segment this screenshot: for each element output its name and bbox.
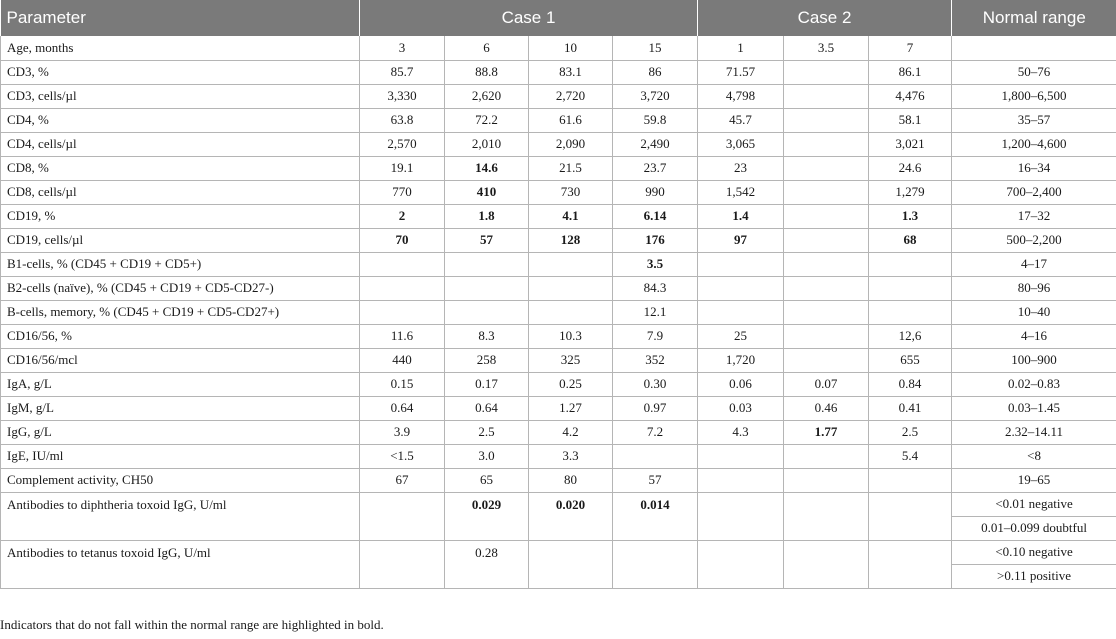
value-cell: 0.28 <box>445 540 529 588</box>
value-cell <box>869 540 952 588</box>
value-cell: 0.020 <box>529 492 613 540</box>
parameter-cell: CD3, cells/µl <box>1 84 360 108</box>
value-cell <box>698 444 784 468</box>
value-cell: 770 <box>360 180 445 204</box>
normal-range-cell: 1,200–4,600 <box>952 132 1116 156</box>
value-cell <box>869 468 952 492</box>
value-cell <box>698 300 784 324</box>
table-row <box>1 204 1116 228</box>
value-cell: 0.17 <box>445 372 529 396</box>
value-cell <box>784 492 869 540</box>
value-cell <box>529 252 613 276</box>
normal-range-cell: <8 <box>952 444 1116 468</box>
table-row <box>1 252 1116 276</box>
parameter-cell: CD4, cells/µl <box>1 132 360 156</box>
normal-range-cell: 19–65 <box>952 468 1116 492</box>
value-cell: 68 <box>869 228 952 252</box>
value-cell <box>869 276 952 300</box>
value-cell: 0.014 <box>613 492 698 540</box>
table-row <box>1 132 1116 156</box>
value-cell <box>869 492 952 540</box>
value-cell <box>360 492 445 540</box>
value-cell <box>784 156 869 180</box>
value-cell: 23.7 <box>613 156 698 180</box>
value-cell: 2 <box>360 204 445 228</box>
value-cell: 5.4 <box>869 444 952 468</box>
normal-range-cell: 10–40 <box>952 300 1116 324</box>
value-cell: 45.7 <box>698 108 784 132</box>
value-cell: 7.2 <box>613 420 698 444</box>
value-cell: 3,021 <box>869 132 952 156</box>
value-cell: 85.7 <box>360 60 445 84</box>
value-cell: 1,279 <box>869 180 952 204</box>
table-row <box>1 228 1116 252</box>
value-cell <box>784 468 869 492</box>
value-cell: 15 <box>613 36 698 60</box>
value-cell: 2,010 <box>445 132 529 156</box>
value-cell: 86.1 <box>869 60 952 84</box>
value-cell <box>784 228 869 252</box>
value-cell <box>869 252 952 276</box>
value-cell: 67 <box>360 468 445 492</box>
value-cell: 65 <box>445 468 529 492</box>
value-cell <box>869 300 952 324</box>
value-cell: 990 <box>613 180 698 204</box>
table-body <box>1 36 1116 588</box>
value-cell: 440 <box>360 348 445 372</box>
value-cell: 57 <box>613 468 698 492</box>
parameter-cell: IgE, IU/ml <box>1 444 360 468</box>
value-cell: 2.5 <box>869 420 952 444</box>
table-row <box>1 372 1116 396</box>
header-case-1: Case 1 <box>360 0 698 36</box>
parameter-cell: B-cells, memory, % (CD45 + CD19 + CD5-CD27+) <box>1 300 360 324</box>
value-cell: 0.25 <box>529 372 613 396</box>
value-cell <box>698 276 784 300</box>
value-cell: 0.64 <box>445 396 529 420</box>
value-cell: 70 <box>360 228 445 252</box>
value-cell: 1.4 <box>698 204 784 228</box>
table-row <box>1 36 1116 60</box>
value-cell: 58.1 <box>869 108 952 132</box>
value-cell <box>360 276 445 300</box>
value-cell: 410 <box>445 180 529 204</box>
value-cell: 0.07 <box>784 372 869 396</box>
normal-range-cell: 16–34 <box>952 156 1116 180</box>
value-cell <box>784 348 869 372</box>
value-cell: 0.06 <box>698 372 784 396</box>
value-cell: 12,6 <box>869 324 952 348</box>
value-cell: 0.41 <box>869 396 952 420</box>
value-cell: 3,330 <box>360 84 445 108</box>
table-row <box>1 156 1116 180</box>
value-cell: 10 <box>529 36 613 60</box>
normal-range-cell: 1,800–6,500 <box>952 84 1116 108</box>
normal-range-cell: 80–96 <box>952 276 1116 300</box>
value-cell: 88.8 <box>445 60 529 84</box>
value-cell: 3.5 <box>784 36 869 60</box>
value-cell: 3,720 <box>613 84 698 108</box>
value-cell <box>784 300 869 324</box>
value-cell: 2,490 <box>613 132 698 156</box>
value-cell: 59.8 <box>613 108 698 132</box>
value-cell: 3.3 <box>529 444 613 468</box>
value-cell: 25 <box>698 324 784 348</box>
value-cell: 14.6 <box>445 156 529 180</box>
normal-range-cell <box>952 36 1116 60</box>
value-cell: 61.6 <box>529 108 613 132</box>
normal-range-cell: 4–17 <box>952 252 1116 276</box>
value-cell <box>613 444 698 468</box>
parameter-cell: Antibodies to diphtheria toxoid IgG, U/ml <box>1 492 360 540</box>
value-cell: 23 <box>698 156 784 180</box>
value-cell <box>784 108 869 132</box>
value-cell <box>784 252 869 276</box>
parameter-cell: Age, months <box>1 36 360 60</box>
value-cell: 1.3 <box>869 204 952 228</box>
value-cell <box>529 300 613 324</box>
parameter-cell: CD16/56, % <box>1 324 360 348</box>
table-row <box>1 180 1116 204</box>
value-cell: 7 <box>869 36 952 60</box>
value-cell: 97 <box>698 228 784 252</box>
value-cell: 6.14 <box>613 204 698 228</box>
parameter-cell: Complement activity, CH50 <box>1 468 360 492</box>
value-cell <box>698 252 784 276</box>
value-cell: 258 <box>445 348 529 372</box>
value-cell <box>613 540 698 588</box>
table-row <box>1 300 1116 324</box>
normal-range-cell: <0.01 negative <box>952 492 1116 516</box>
value-cell: 0.84 <box>869 372 952 396</box>
table-row <box>1 108 1116 132</box>
value-cell <box>445 300 529 324</box>
value-cell: 352 <box>613 348 698 372</box>
value-cell: 24.6 <box>869 156 952 180</box>
value-cell: 57 <box>445 228 529 252</box>
value-cell: 1.8 <box>445 204 529 228</box>
normal-range-cell: 0.03–1.45 <box>952 396 1116 420</box>
value-cell <box>698 540 784 588</box>
value-cell: 325 <box>529 348 613 372</box>
normal-range-cell: >0.11 positive <box>952 564 1116 588</box>
value-cell: 0.46 <box>784 396 869 420</box>
value-cell: 2,570 <box>360 132 445 156</box>
value-cell: 1,720 <box>698 348 784 372</box>
value-cell: 86 <box>613 60 698 84</box>
normal-range-cell: 2.32–14.11 <box>952 420 1116 444</box>
value-cell <box>360 252 445 276</box>
value-cell: 8.3 <box>445 324 529 348</box>
table-row <box>1 396 1116 420</box>
parameter-cell: IgG, g/L <box>1 420 360 444</box>
value-cell: 72.2 <box>445 108 529 132</box>
value-cell: 3.0 <box>445 444 529 468</box>
table-row <box>1 540 1116 564</box>
value-cell: 4,798 <box>698 84 784 108</box>
value-cell <box>445 276 529 300</box>
normal-range-cell: 0.02–0.83 <box>952 372 1116 396</box>
normal-range-cell: 4–16 <box>952 324 1116 348</box>
normal-range-cell: 50–76 <box>952 60 1116 84</box>
table-row <box>1 492 1116 516</box>
normal-range-cell: <0.10 negative <box>952 540 1116 564</box>
value-cell <box>784 444 869 468</box>
table-row <box>1 444 1116 468</box>
parameter-cell: IgM, g/L <box>1 396 360 420</box>
value-cell: 3 <box>360 36 445 60</box>
value-cell: 2,720 <box>529 84 613 108</box>
normal-range-cell: 17–32 <box>952 204 1116 228</box>
value-cell: 3.5 <box>613 252 698 276</box>
value-cell <box>529 276 613 300</box>
value-cell <box>698 492 784 540</box>
value-cell: 1.77 <box>784 420 869 444</box>
value-cell <box>784 84 869 108</box>
value-cell <box>784 60 869 84</box>
value-cell: 19.1 <box>360 156 445 180</box>
parameter-cell: CD8, cells/µl <box>1 180 360 204</box>
parameter-cell: IgA, g/L <box>1 372 360 396</box>
header-case-2: Case 2 <box>698 0 952 36</box>
value-cell: 4.2 <box>529 420 613 444</box>
value-cell: 730 <box>529 180 613 204</box>
value-cell: 128 <box>529 228 613 252</box>
value-cell: 2,090 <box>529 132 613 156</box>
header-normal-range: Normal range <box>952 0 1116 36</box>
normal-range-cell: 35–57 <box>952 108 1116 132</box>
value-cell: 6 <box>445 36 529 60</box>
parameter-cell: B2-cells (naïve), % (CD45 + CD19 + CD5-CD27-) <box>1 276 360 300</box>
value-cell: 63.8 <box>360 108 445 132</box>
table-row <box>1 348 1116 372</box>
normal-range-cell: 100–900 <box>952 348 1116 372</box>
header-parameter: Parameter <box>1 0 360 36</box>
value-cell: 21.5 <box>529 156 613 180</box>
value-cell: 0.97 <box>613 396 698 420</box>
value-cell <box>529 540 613 588</box>
value-cell: 0.029 <box>445 492 529 540</box>
value-cell: 176 <box>613 228 698 252</box>
table-row <box>1 468 1116 492</box>
value-cell: 2,620 <box>445 84 529 108</box>
normal-range-cell: 500–2,200 <box>952 228 1116 252</box>
parameter-cell: CD8, % <box>1 156 360 180</box>
header-row <box>1 0 1116 36</box>
parameter-cell: CD16/56/mcl <box>1 348 360 372</box>
value-cell: 0.15 <box>360 372 445 396</box>
value-cell: 1 <box>698 36 784 60</box>
table-row <box>1 276 1116 300</box>
value-cell <box>784 180 869 204</box>
value-cell: 655 <box>869 348 952 372</box>
parameter-cell: CD3, % <box>1 60 360 84</box>
value-cell: 10.3 <box>529 324 613 348</box>
value-cell: 0.03 <box>698 396 784 420</box>
value-cell: 4.1 <box>529 204 613 228</box>
value-cell: 12.1 <box>613 300 698 324</box>
value-cell <box>360 540 445 588</box>
value-cell: 3,065 <box>698 132 784 156</box>
value-cell: 7.9 <box>613 324 698 348</box>
parameter-cell: B1-cells, % (CD45 + CD19 + CD5+) <box>1 252 360 276</box>
value-cell <box>360 300 445 324</box>
value-cell: 3.9 <box>360 420 445 444</box>
parameter-cell: CD4, % <box>1 108 360 132</box>
value-cell: 84.3 <box>613 276 698 300</box>
table-row <box>1 324 1116 348</box>
value-cell <box>784 204 869 228</box>
table-row <box>1 420 1116 444</box>
value-cell: 0.64 <box>360 396 445 420</box>
value-cell: 2.5 <box>445 420 529 444</box>
parameter-cell: CD19, cells/µl <box>1 228 360 252</box>
value-cell: 4.3 <box>698 420 784 444</box>
value-cell: 83.1 <box>529 60 613 84</box>
footnote: Indicators that do not fall within the normal range are highlighted in bold. <box>0 617 384 632</box>
value-cell: 11.6 <box>360 324 445 348</box>
normal-range-cell: 0.01–0.099 doubtful <box>952 516 1116 540</box>
table-row <box>1 60 1116 84</box>
value-cell: 4,476 <box>869 84 952 108</box>
value-cell <box>698 468 784 492</box>
value-cell <box>445 252 529 276</box>
parameter-cell: Antibodies to tetanus toxoid IgG, U/ml <box>1 540 360 588</box>
table-row <box>1 84 1116 108</box>
value-cell: 71.57 <box>698 60 784 84</box>
value-cell: <1.5 <box>360 444 445 468</box>
normal-range-cell: 700–2,400 <box>952 180 1116 204</box>
value-cell: 1,542 <box>698 180 784 204</box>
value-cell <box>784 540 869 588</box>
value-cell: 1.27 <box>529 396 613 420</box>
value-cell <box>784 132 869 156</box>
value-cell <box>784 276 869 300</box>
value-cell <box>784 324 869 348</box>
value-cell: 80 <box>529 468 613 492</box>
value-cell: 0.30 <box>613 372 698 396</box>
parameter-cell: CD19, % <box>1 204 360 228</box>
